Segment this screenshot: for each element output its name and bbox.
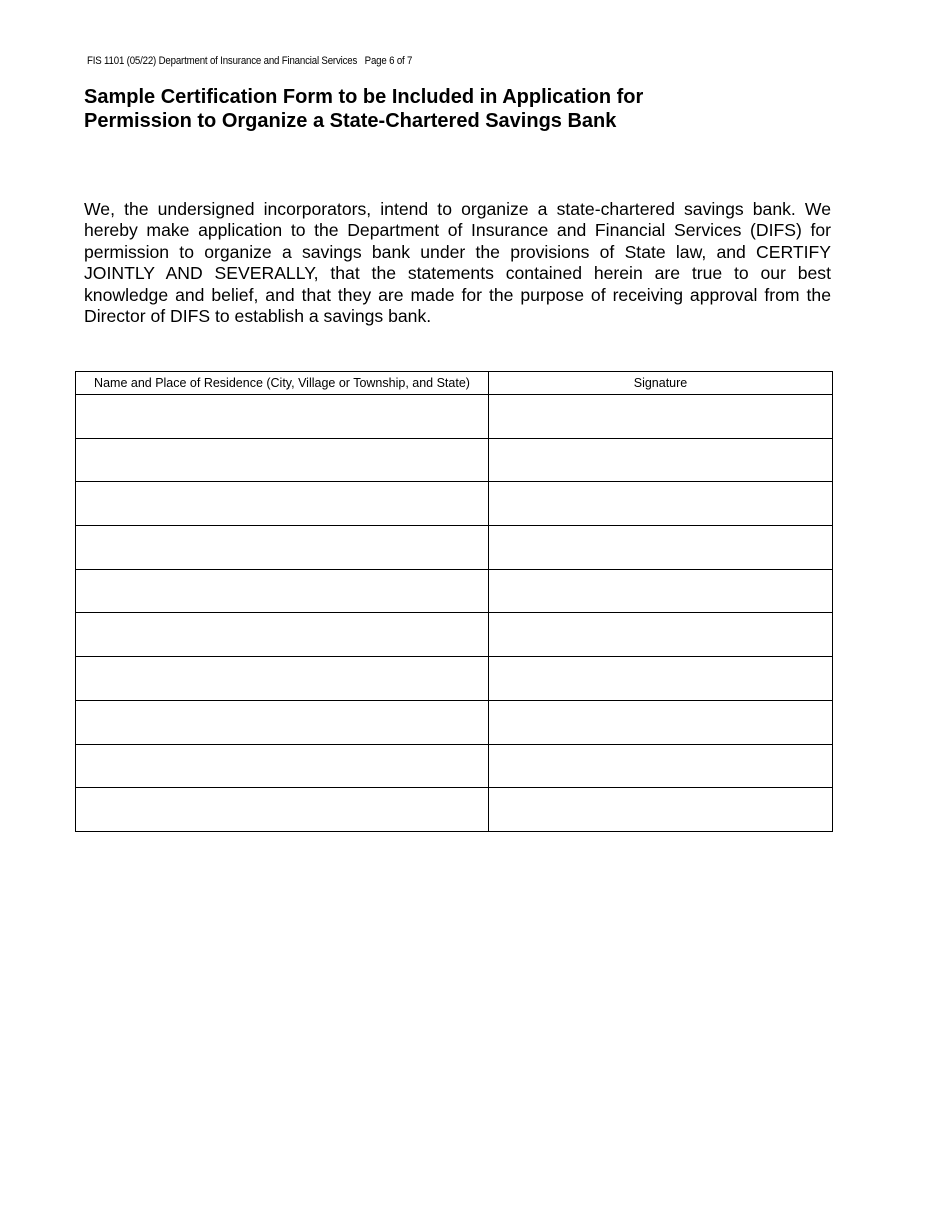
name-residence-cell[interactable] (76, 395, 489, 439)
table-row (76, 438, 833, 482)
name-residence-cell[interactable] (76, 788, 489, 832)
signature-cell[interactable] (489, 482, 833, 526)
table-row (76, 395, 833, 439)
signature-cell[interactable] (489, 657, 833, 701)
incorporators-table (75, 371, 833, 832)
name-residence-column-header: Name and Place of Residence (City, Village or Township, and State) (76, 372, 489, 395)
table-row (76, 526, 833, 570)
signature-cell[interactable] (489, 569, 833, 613)
table-header-row (76, 372, 833, 395)
table-row (76, 482, 833, 526)
signature-cell[interactable] (489, 395, 833, 439)
table-row (76, 613, 833, 657)
form-header: FIS 1101 (05/22) Department of Insurance and Financial Services Page 6 of 7 (87, 55, 413, 67)
certification-paragraph: We, the undersigned incorporators, intend to organize a state-chartered savings bank. We hereby make application to the Department of Insurance and Financial Services (DIFS) for permission to organize a savings bank under the provisions of State law, and CERTIFY JOINTLY AND SEVERALLY, that the statements contained herein are true to our best knowledge and belief, and that they are made for the purpose of receiving approval from the Director of DIFS to establish a savings bank. (84, 199, 831, 327)
name-residence-cell[interactable] (76, 438, 489, 482)
name-residence-cell[interactable] (76, 744, 489, 788)
signature-column-header: Signature (489, 372, 833, 395)
name-residence-cell[interactable] (76, 700, 489, 744)
name-residence-cell[interactable] (76, 613, 489, 657)
name-residence-cell[interactable] (76, 657, 489, 701)
table-row (76, 788, 833, 832)
table-row (76, 569, 833, 613)
page-title-line-1: Sample Certification Form to be Included in Application for (84, 86, 644, 108)
page-title-line-2: Permission to Organize a State-Chartered Savings Bank (84, 110, 617, 132)
name-residence-cell[interactable] (76, 482, 489, 526)
table-row (76, 657, 833, 701)
signature-cell[interactable] (489, 613, 833, 657)
signature-cell[interactable] (489, 700, 833, 744)
table-row (76, 744, 833, 788)
signature-cell[interactable] (489, 788, 833, 832)
page-title (84, 85, 844, 133)
signature-cell[interactable] (489, 438, 833, 482)
signature-cell[interactable] (489, 744, 833, 788)
table-row (76, 700, 833, 744)
table-body (76, 395, 833, 832)
name-residence-cell[interactable] (76, 569, 489, 613)
signature-cell[interactable] (489, 526, 833, 570)
name-residence-cell[interactable] (76, 526, 489, 570)
